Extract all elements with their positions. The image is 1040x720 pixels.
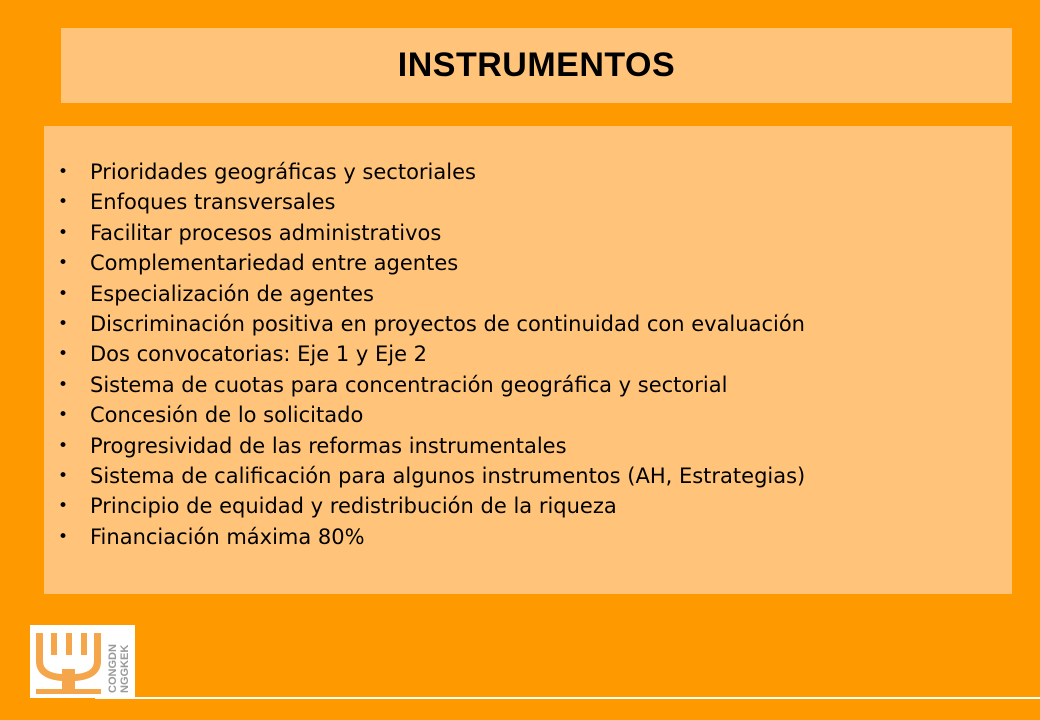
content-panel [44,126,1012,594]
list-item-text: Complementariedad entre agentes [90,251,459,276]
list-item [58,370,805,400]
list-item [58,461,805,491]
bullet-icon: • [58,435,69,456]
list-item [58,339,805,369]
list-item-text: Discriminación positiva en proyectos de continuidad con evaluación [90,311,805,336]
bullet-icon: • [58,496,69,517]
list-item [58,522,805,552]
bullet-icon: • [58,253,69,274]
list-item-text: Financiación máxima 80% [90,524,365,549]
list-item [58,431,805,461]
footer-divider [95,697,1040,699]
title-panel [61,28,1012,103]
list-item-text: Sistema de calificación para algunos instrumentos (AH, Estrategias) [90,463,806,488]
bullet-icon: • [58,344,69,365]
bullet-icon: • [58,222,69,243]
bullet-icon: • [58,283,69,304]
list-item-text: Principio de equidad y redistribución de la riqueza [90,494,617,519]
bullet-icon: • [58,374,69,395]
list-item-text: Dos convocatorias: Eje 1 y Eje 2 [90,342,428,367]
list-item-text: Especialización de agentes [90,281,374,306]
list-item-text: Sistema de cuotas para concentración geográfica y sectorial [90,372,728,397]
bullet-icon: • [58,192,69,213]
bullet-list [58,157,805,552]
bullet-icon: • [58,313,69,334]
list-item [58,279,805,309]
slide-title: INSTRUMENTOS [397,46,676,84]
bullet-icon: • [58,526,69,547]
list-item [58,157,805,187]
list-item [58,400,805,430]
logo-text-line1: CONGDN [107,644,119,693]
list-item [58,248,805,278]
logo [30,625,135,698]
bullet-icon: • [58,162,69,182]
list-item [58,218,805,248]
list-item-text: Prioridades geográficas y sectoriales [90,160,476,184]
logo-text-line2: NGGKEK [119,644,131,693]
list-item-text: Progresividad de las reformas instrumentales [90,433,567,458]
list-item-text: Facilitar procesos administrativos [90,220,442,245]
list-item-text: Enfoques transversales [90,190,336,215]
bullet-icon: • [58,405,69,426]
list-item [58,187,805,217]
list-item [58,309,805,339]
list-item-text: Concesión de lo solicitado [90,403,364,428]
logo-mark-icon [30,625,135,698]
bullet-icon: • [58,465,69,486]
list-item [58,491,805,521]
